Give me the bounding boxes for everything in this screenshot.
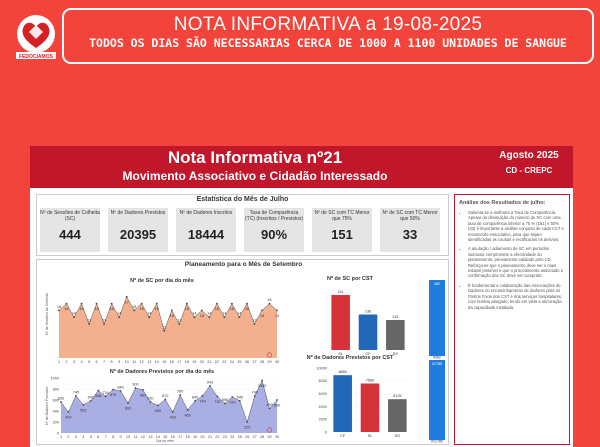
donors-per-cst-category-label: SG — [394, 434, 401, 438]
sc-per-day-x-tick: 5 — [88, 360, 91, 364]
sc-per-day-x-tick: 23 — [222, 360, 227, 364]
sc-per-day-x-tick: 22 — [214, 360, 219, 364]
results-item: • Salienta-se a melhoria a Taxa de Comparência. Apesar da diminuição do número de SC com uma taxa de comparência inferior a 75 % (151) e 50% (33) é importante a análise conjunta de cada CST e movimento Associativo, para que sejam identificadas as causas e rectificados os desvios; — [468, 210, 565, 242]
donors-per-day-data-label: 744 — [199, 399, 206, 404]
sc-per-day-data-label: 16 — [267, 298, 272, 303]
kpi-card-sessions — [40, 208, 100, 252]
planning-charts — [37, 260, 448, 444]
donors-per-cst-y-tick: 2000 — [318, 417, 327, 422]
sc-per-cst-category-label: SG — [392, 352, 399, 356]
chart-xlabel-donors-per-day: Dia do mês — [156, 439, 174, 443]
sc-per-cst-bar — [359, 315, 378, 350]
sc-per-day-point — [133, 310, 135, 312]
sc-per-day-x-tick: 19 — [192, 360, 197, 364]
donors-per-day-point — [239, 400, 241, 402]
sc-per-day-data-label: 16 — [244, 307, 250, 312]
sc-per-cst-data-label: 211 — [337, 289, 344, 294]
banner-title: NOTA INFORMATIVA a 19-08-2025 — [173, 14, 483, 35]
donors-per-day-point — [149, 401, 151, 403]
sc-per-day-x-tick: 29 — [267, 360, 272, 364]
document-subtitle: Movimento Associativo e Cidadão Interessado — [122, 169, 388, 183]
chart-ylabel-sc-per-day: Nº de Sessões de Colheita — [45, 293, 49, 335]
donors-per-day-x-tick: 5 — [89, 435, 92, 439]
donors-per-day-data-label: 642 — [87, 395, 94, 400]
kpi-label: Nº de Dadores Inscritos — [179, 210, 233, 216]
sc-per-day-data-label: 15 — [259, 313, 265, 318]
sc-per-day-point — [58, 310, 60, 312]
donors-per-day-y-tick: 400 — [52, 409, 59, 414]
kpi-value: 33 — [402, 227, 418, 242]
donors-per-day-point — [254, 395, 256, 397]
sc-per-day-point — [178, 323, 180, 325]
sc-per-day-data-label: 17 — [124, 300, 129, 305]
sc-per-day-point — [223, 316, 225, 318]
sc-per-day-point — [261, 310, 263, 312]
donors-per-day-x-tick: 21 — [207, 435, 213, 439]
donors-per-day-point — [68, 411, 70, 413]
donors-per-day-x-tick: 12 — [140, 435, 146, 439]
donors-per-day-data-label: 943 — [206, 380, 214, 385]
sc-per-day-point — [96, 303, 98, 305]
chart-ylabel-donors-per-day: Nº de Dadores Previstos — [45, 386, 49, 425]
donors-per-cst-bar — [388, 399, 407, 432]
donors-per-day-point — [217, 396, 219, 398]
donors-per-day-y-tick: 1000 — [50, 376, 59, 381]
heart-drop-logo — [14, 14, 58, 60]
results-panel — [454, 194, 570, 445]
sc-per-day-x-tick: 21 — [207, 360, 212, 364]
donors-per-day-data-label: 660 — [273, 403, 281, 408]
sc-per-day-x-tick: 25 — [237, 360, 242, 364]
sc-per-cst-bar — [386, 320, 405, 350]
sc-per-day-point — [276, 310, 278, 312]
donors-per-day-y-tick: 0 — [56, 431, 59, 436]
donors-per-day-x-tick: 2 — [67, 435, 70, 439]
sc-per-day-point — [111, 303, 113, 305]
sc-per-day-data-label: 16 — [109, 307, 114, 312]
donors-per-day-point — [231, 396, 233, 398]
total-sc-data-label: 462 — [433, 282, 441, 286]
donors-per-day-y-tick: 800 — [52, 387, 59, 392]
sc-per-day-point — [193, 316, 195, 318]
sc-per-cst-data-label: 115 — [392, 315, 399, 319]
total-donors-footer-label: #21785 — [431, 439, 443, 444]
sc-per-cst-category-label: CF — [365, 352, 371, 356]
donors-per-cst-y-tick: 4000 — [318, 404, 327, 409]
donors-per-day-x-tick: 27 — [252, 435, 257, 439]
donors-per-day-x-tick: 1 — [59, 435, 63, 439]
sc-per-day-x-tick: 8 — [110, 360, 113, 364]
donors-per-day-data-label: 848 — [95, 394, 102, 399]
sc-per-day-x-tick: 2 — [65, 360, 68, 364]
donors-per-cst-bar — [361, 383, 380, 432]
sc-per-day-data-label: 15 — [132, 304, 137, 309]
sc-per-day-point — [126, 296, 128, 298]
donors-per-day-data-label: 745 — [72, 390, 80, 395]
sc-per-day-point — [118, 316, 120, 318]
kpi-value: 20395 — [119, 227, 157, 242]
sc-per-day-point — [81, 303, 83, 305]
sc-per-day-x-tick: 13 — [147, 360, 152, 364]
sc-per-day-data-label: 13 — [86, 318, 92, 323]
sc-per-day-x-tick: 4 — [80, 360, 83, 364]
donors-per-cst-y-tick: 8000 — [318, 379, 327, 384]
donors-per-day-point — [142, 389, 144, 391]
sc-per-day-data-label: 13 — [101, 318, 107, 323]
donors-per-day-point — [209, 385, 211, 387]
sc-per-day-point — [148, 316, 150, 318]
donors-per-day-x-tick: 14 — [155, 435, 160, 439]
sc-per-day-data-label: 16 — [79, 307, 84, 312]
donors-per-day-data-label: 220 — [244, 425, 251, 430]
results-item: • É fundamental a colaboração das Associações de Dadores no encaminhamento de dadores para os Postos Fixos dos CST e dos serviços hospitalares, com horário alargado, tendo em vista a otimização da capacidade instalada. — [468, 283, 565, 310]
donors-per-day-point — [269, 408, 271, 410]
sc-per-day-x-tick: 9 — [118, 360, 121, 364]
sc-per-day-data-label: 15 — [199, 313, 204, 318]
donors-per-day-data-label: 740 — [251, 390, 258, 395]
sc-per-day-x-tick: 16 — [169, 360, 174, 364]
donors-per-day-x-tick: 19 — [192, 435, 198, 439]
donors-per-cst-data-label: 8880 — [338, 370, 347, 375]
donors-per-day-x-tick: 28 — [259, 435, 265, 439]
donors-per-day-point — [127, 402, 129, 404]
sc-per-day-x-tick: 6 — [95, 360, 98, 364]
donors-per-day-point — [187, 409, 189, 411]
sc-per-cst-bar — [331, 295, 350, 350]
sc-per-day-x-tick: 28 — [259, 360, 265, 364]
donors-per-day-x-tick: 18 — [185, 435, 190, 439]
donors-per-day-data-label: 1050 — [257, 384, 267, 388]
donors-per-day-point — [202, 395, 204, 397]
donors-per-day-point — [82, 404, 84, 406]
donors-per-day-point — [105, 395, 107, 397]
donors-per-day-data-label: 900 — [132, 382, 139, 387]
sc-per-day-point — [231, 303, 233, 305]
stats-panel — [36, 194, 449, 256]
donors-per-day-x-tick: 22 — [215, 435, 220, 439]
donors-per-day-x-tick: 17 — [178, 435, 183, 439]
donors-per-day-data-label: 602 — [124, 406, 132, 411]
donors-per-day-point — [224, 403, 226, 405]
total-sc-footer-label: #462 — [433, 355, 441, 360]
sc-per-day-point — [246, 303, 248, 305]
sc-per-day-data-label: 16 — [94, 307, 99, 312]
kpi-card-expected-donors — [108, 208, 168, 252]
donors-per-day-data-label: 730 — [214, 400, 221, 404]
donors-per-day-x-tick: 20 — [200, 435, 205, 439]
donors-per-day-data-label: 672 — [162, 393, 169, 398]
sc-per-day-data-label: 13 — [252, 318, 257, 323]
kpi-card-attendance-rate — [244, 208, 304, 252]
donors-per-day-x-tick: 6 — [97, 435, 100, 439]
kpi-value: 90% — [260, 227, 288, 242]
donors-per-day-point — [164, 399, 166, 401]
total-sc-bar — [429, 280, 445, 356]
donors-per-day-data-label: 720 — [229, 400, 236, 405]
chart-title-sc-per-cst: Nº de SC por CST — [326, 276, 374, 282]
kpi-label: Nº de Dadores Previstos — [110, 210, 166, 216]
donors-per-day-x-tick: 3 — [74, 435, 77, 439]
sc-per-day-data-label: 15 — [274, 313, 280, 318]
donors-per-day-x-tick: 10 — [125, 435, 131, 439]
sc-per-day-data-label: 16 — [64, 307, 69, 312]
info-document — [30, 146, 573, 447]
donors-per-day-data-label: 563 — [80, 408, 87, 413]
donors-per-day-data-label: 590 — [221, 398, 229, 402]
donors-per-cst-data-label: 5125 — [393, 394, 402, 399]
sc-per-day-point — [216, 303, 218, 305]
sc-per-day-x-tick: 26 — [244, 360, 250, 364]
donors-per-cst-category-label: SL — [367, 434, 373, 438]
donors-per-day-x-tick: 30 — [274, 435, 280, 439]
sc-per-day-x-tick: 20 — [199, 360, 204, 364]
sc-per-cst-data-label: 136 — [364, 309, 372, 314]
sc-per-day-data-label: 16 — [214, 307, 219, 312]
kpi-card-registered-donors — [176, 208, 236, 252]
donors-per-day-x-tick: 23 — [222, 435, 227, 439]
info-banner — [62, 8, 594, 64]
sc-per-day-point — [88, 323, 90, 325]
sc-per-day-point — [186, 303, 188, 305]
donors-per-day-point — [90, 400, 92, 402]
sc-per-day-data-label: 15 — [56, 304, 62, 309]
sc-per-day-data-label: 16 — [184, 307, 189, 312]
chart-title-donors-per-day: Nº de Dadores Previstos por dia do mês — [109, 369, 215, 375]
sc-per-day-x-tick: 27 — [252, 360, 257, 364]
document-header — [30, 146, 573, 188]
document-org: CD - CREPC — [505, 166, 553, 175]
planning-title: Planeamento para o Mês de Setembro — [184, 261, 303, 268]
donors-per-cst-data-label: 7580 — [365, 378, 375, 383]
donors-per-day-x-tick: 9 — [119, 435, 122, 439]
donors-per-day-data-label: 620 — [57, 396, 65, 401]
donors-per-cst-category-label: CF — [340, 434, 346, 438]
donors-per-day-data-label: 420 — [65, 415, 72, 420]
sc-per-day-point — [269, 303, 271, 305]
sc-per-day-point — [208, 316, 210, 318]
donors-per-day-point — [172, 411, 174, 413]
donors-per-day-point — [179, 394, 181, 396]
chart-title-sc-per-day: Nº de SC por dia do mês — [130, 278, 194, 284]
donors-per-day-point — [120, 390, 122, 392]
donors-per-day-x-tick: 4 — [82, 435, 85, 439]
donors-per-day-point — [75, 395, 77, 397]
donors-per-day-data-label: 550 — [154, 409, 161, 413]
sc-per-day-data-label: 14 — [117, 311, 122, 316]
sc-per-day-area — [56, 297, 280, 358]
sc-per-day-point — [66, 303, 68, 305]
donors-per-day-point — [261, 380, 263, 382]
donors-per-day-data-label: 620 — [147, 396, 154, 401]
donors-per-day-point — [157, 405, 159, 407]
document-date: Agosto 2025 — [499, 150, 559, 161]
chart-title-donors-per-cst: Nº de Dadores Previstos por CST — [306, 355, 394, 361]
donors-per-day-y-tick: 200 — [52, 420, 59, 425]
sc-per-day-data-label: 13 — [177, 318, 182, 323]
sc-per-day-data-label: 14 — [207, 311, 212, 316]
sc-per-day-data-label: 14 — [71, 311, 77, 316]
donors-per-day-data-label: 760 — [177, 389, 184, 394]
sc-per-day-x-tick: 1 — [57, 360, 61, 364]
kpi-value: 18444 — [187, 227, 225, 242]
sc-per-day-data-label: 14 — [237, 311, 242, 316]
sc-per-day-point — [171, 310, 173, 312]
donors-per-day-point — [135, 387, 137, 389]
donors-per-day-x-tick: 8 — [112, 435, 115, 439]
sc-per-day-x-tick: 24 — [229, 360, 235, 364]
kpi-label: Nº de SC com TC Menor que 50% — [382, 210, 438, 222]
sc-per-cst-category-label: SL — [338, 352, 343, 356]
donors-per-cst-y-tick: 0 — [324, 430, 327, 435]
sc-per-day-point — [103, 323, 105, 325]
results-title: Análise dos Resultados de julho: — [459, 200, 546, 206]
kpi-card-sc-below-75 — [312, 208, 372, 252]
donors-per-day-point — [276, 399, 278, 401]
donors-per-day-x-tick: 15 — [163, 435, 168, 439]
donors-per-day-x-tick: 29 — [267, 435, 272, 439]
sc-per-day-x-tick: 14 — [154, 360, 159, 364]
sc-per-day-point — [156, 303, 158, 305]
donors-per-day-point — [112, 389, 114, 391]
donors-per-day-data-label: 420 — [169, 415, 176, 420]
sc-per-day-data-label: 14 — [222, 311, 227, 316]
sc-per-day-point — [141, 303, 143, 305]
kpi-label: Nº de Sessões de Colheita (SC) — [40, 210, 100, 222]
sc-per-day-x-tick: 17 — [177, 360, 182, 364]
donors-per-day-point — [97, 390, 99, 392]
kpi-label: Taxa de Comparência (TC) (Inscritos / Previstos) — [244, 210, 304, 222]
sc-per-day-data-label: 16 — [154, 307, 159, 312]
donors-per-day-data-label: 870 — [109, 393, 117, 397]
sc-per-day-point — [73, 316, 75, 318]
kpi-value: 151 — [331, 227, 353, 242]
sc-per-day-x-tick: 7 — [103, 360, 106, 364]
document-title: Nota Informativa nº21 — [167, 148, 343, 167]
kpi-card-sc-below-50 — [380, 208, 440, 252]
donors-per-day-y-tick: 600 — [52, 398, 59, 403]
results-item: • A anulação / adiamento de SC em períodos sazonais compromete a efectividade do planeamento, previamente validado pelo CD. Reforça-se que o planeamento deve ser o mais estável possível e que o procedimento associado à confirmação das SC deve ser cumprido; — [468, 246, 565, 278]
donors-per-cst-y-tick: 10000 — [316, 366, 327, 371]
donors-per-day-point — [60, 401, 62, 403]
sc-per-day-data-label: 12 — [162, 325, 167, 330]
donors-per-day-x-tick: 16 — [170, 435, 175, 439]
sc-per-day-x-tick: 30 — [274, 360, 280, 364]
sc-per-day-point — [163, 330, 165, 332]
kpi-label: Nº de SC com TC Menor que 75% — [314, 210, 370, 222]
kpi-value: 444 — [59, 227, 81, 242]
donors-per-day-point — [194, 400, 196, 402]
donors-per-day-point — [246, 421, 248, 423]
sc-per-day-x-tick: 11 — [132, 360, 137, 364]
donors-per-day-data-label: 640 — [191, 395, 199, 400]
donors-per-day-x-tick: 13 — [148, 435, 153, 439]
donors-per-day-data-label: 734 — [102, 390, 109, 395]
sc-per-day-data-label: 14 — [192, 311, 197, 316]
sc-per-day-x-tick: 15 — [162, 360, 167, 364]
sc-per-day-x-tick: 10 — [124, 360, 129, 364]
donors-per-day-x-tick: 7 — [104, 435, 107, 439]
sc-per-day-data-label: 16 — [139, 307, 144, 312]
logo-text: FEDOCIAMOS — [19, 54, 53, 60]
total-donors-bar — [429, 360, 445, 440]
sc-per-day-data-label: 15 — [169, 313, 174, 318]
donors-per-day-data-label: 645 — [236, 395, 243, 400]
results-list — [459, 210, 565, 310]
sc-per-day-point — [239, 316, 241, 318]
sc-per-day-data-label: 14 — [147, 311, 152, 316]
donors-per-cst-y-tick: 6000 — [318, 392, 327, 396]
donors-per-day-data-label: 463 — [184, 413, 191, 418]
donors-per-day-data-label: 490 — [266, 403, 273, 407]
donors-per-day-data-label: 840 — [117, 385, 124, 390]
total-donors-data-label: 21785 — [431, 362, 443, 366]
donors-per-day-x-tick: 11 — [133, 435, 138, 439]
donors-per-day-x-tick: 26 — [245, 435, 250, 439]
sc-per-day-point — [201, 310, 203, 312]
sc-per-day-x-tick: 12 — [139, 360, 144, 364]
sc-per-day-point — [254, 323, 256, 325]
donors-per-day-x-tick: 25 — [237, 435, 242, 439]
planning-panel — [36, 259, 449, 445]
sc-per-day-x-tick: 3 — [72, 360, 76, 364]
donors-per-day-data-label: 863 — [139, 393, 147, 398]
banner-subtitle: TODOS OS DIAS SÃO NECESSARIAS CERCA DE 1000 A 1100 UNIDADES DE SANGUE — [89, 36, 567, 50]
donors-per-cst-bar — [333, 375, 352, 432]
donors-per-day-x-tick: 24 — [230, 435, 235, 439]
sc-per-day-data-label: 16 — [229, 307, 235, 312]
sc-per-day-x-tick: 18 — [184, 360, 189, 364]
stats-title: Estatística do Mês de Julho — [196, 196, 289, 203]
